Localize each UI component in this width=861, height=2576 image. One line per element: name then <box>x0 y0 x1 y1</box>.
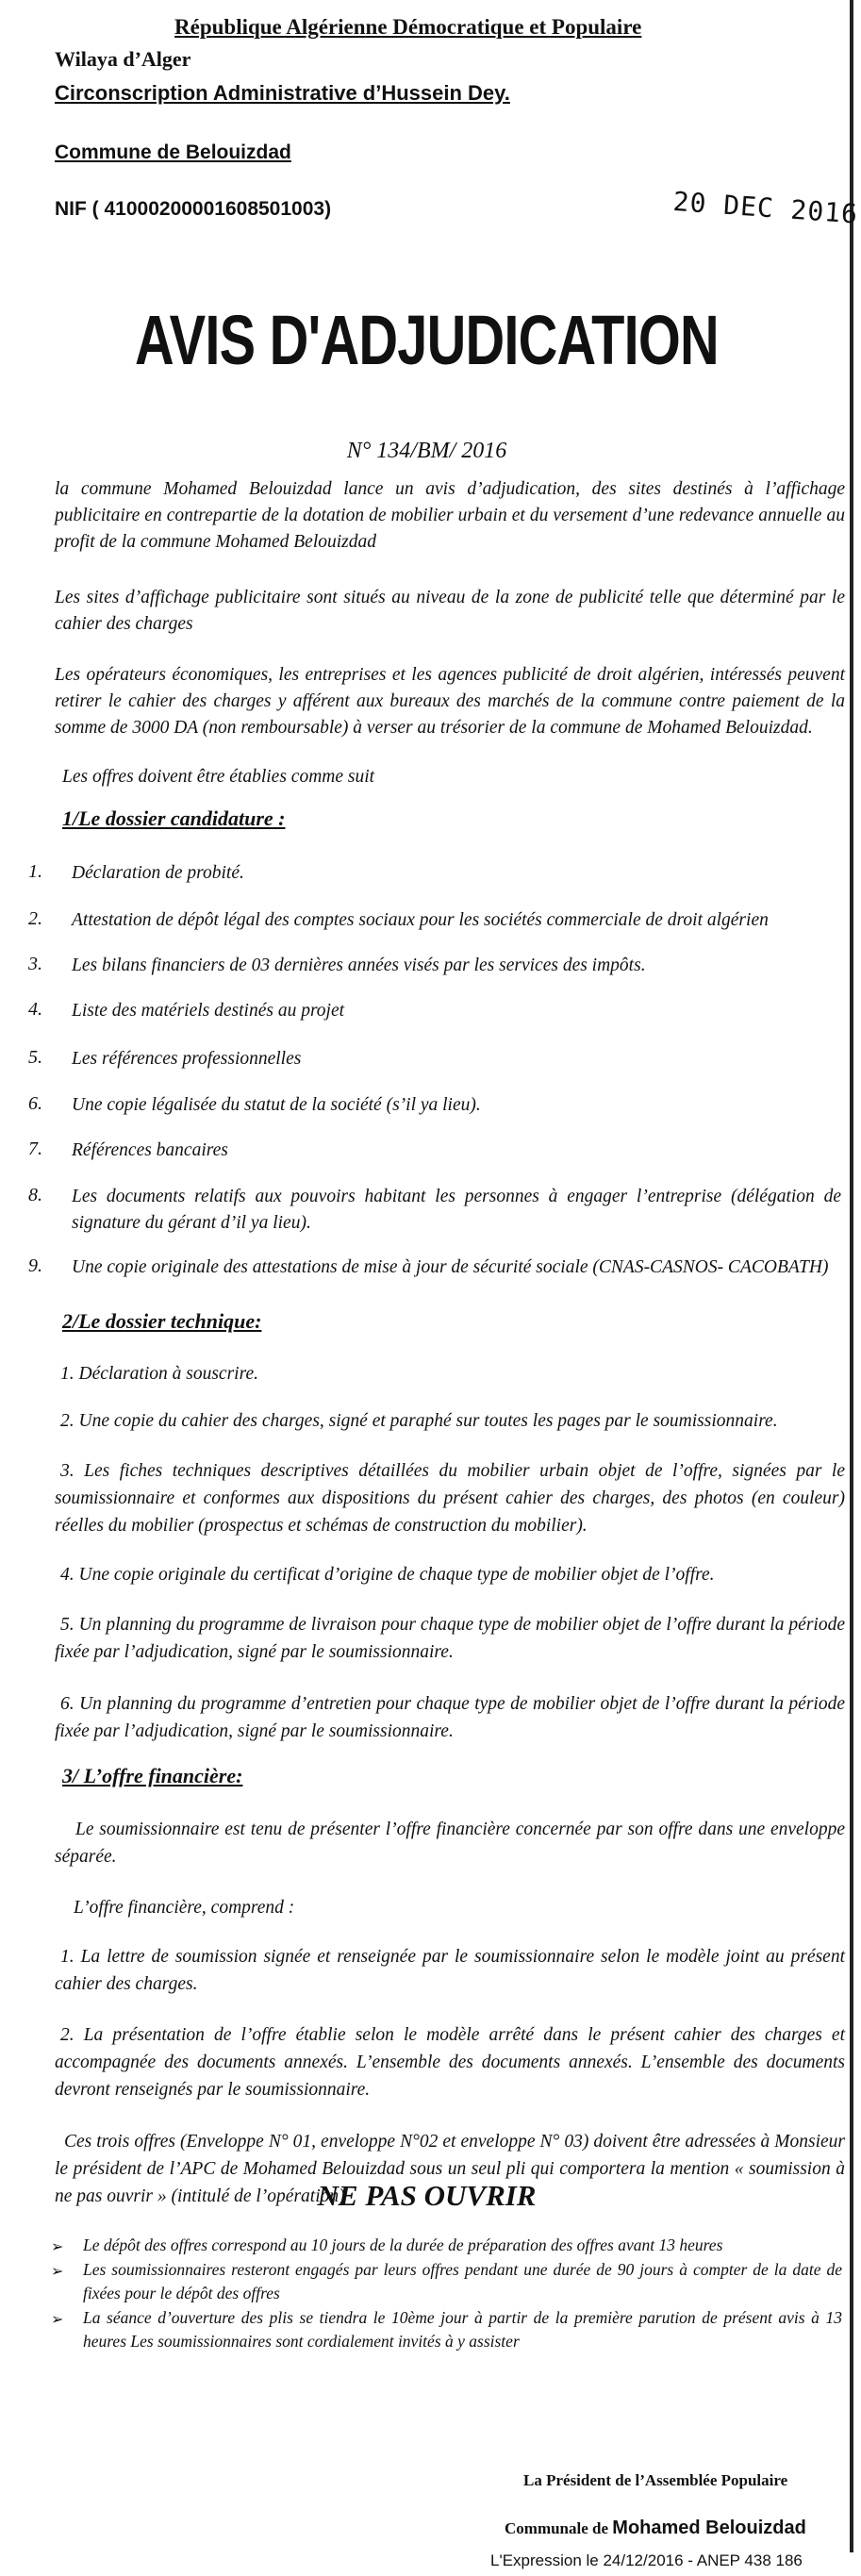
list-item: Attestation de dépôt légal des comptes sociaux pour les sociétés commerciale de droit algérien <box>72 910 769 930</box>
financial-intro: Le soumissionnaire est tenu de présenter l’offre financière concernée par son offre dans une enveloppe séparée. <box>55 1820 845 1867</box>
financial-comprend: L’offre financière, comprend : <box>74 1898 295 1918</box>
list-number: 3. <box>28 954 42 974</box>
section-heading-technique: 2/Le dossier technique: <box>62 1309 262 1333</box>
intro-paragraph: la commune Mohamed Belouizdad lance un avis d’adjudication, des sites destinés à l’affichage publicitaire en contrepartie de la dotation de mobilier urbain et du versement d’une redevance annuelle au profit de la commune Mohamed Belouizdad <box>55 479 845 552</box>
intro-paragraph: Les sites d’affichage publicitaire sont situés au niveau de la zone de publicité telle que déterminé par le cahier des charges <box>55 588 845 634</box>
list-item: Une copie légalisée du statut de la société (s’il ya lieu). <box>72 1095 481 1115</box>
list-item: 3. Les fiches techniques descriptives détaillées du mobilier urbain objet de l’offre, signées par le soumissionnaire et conformes aux dispositions du présent cahier des charges, des photos (en couleur) réelles du mobilier (prospectus et schémas de construction du mobilier). <box>55 1461 845 1536</box>
list-number: 8. <box>28 1185 42 1205</box>
section-heading-candidature: 1/Le dossier candidature : <box>62 806 286 830</box>
list-item: Déclaration de probité. <box>72 863 244 883</box>
signature-line-2 <box>505 2518 806 2539</box>
circonscription-heading: Circonscription Administrative d’Hussein Dey. <box>55 81 510 105</box>
list-number: 1. <box>28 861 42 882</box>
list-number: 6. <box>28 1093 42 1114</box>
list-item: 6. Un planning du programme d’entretien pour chaque type de mobilier objet de l’offre durant la période fixée par l’adjudication, signé par le soumissionnaire. <box>55 1694 845 1741</box>
arrow-bullet-icon: ➢ <box>51 2264 64 2280</box>
republic-heading: République Algérienne Démocratique et Populaire <box>174 15 642 39</box>
intro-paragraph: Les opérateurs économiques, les entreprises et les agences publicité de droit algérien, intéressés peuvent retirer le cahier des charges y afférent aux bureaux des marchés de la commune contre paiement de la somme de 3000 DA (non remboursable) à verser au trésorier de la commune de Mohamed Belouizdad. <box>55 665 845 738</box>
list-item: Une copie originale des attestations de mise à jour de sécurité sociale (CNAS-CASNOS- CACOBATH) <box>72 1257 829 1277</box>
arrow-bullet-icon: ➢ <box>51 2312 64 2328</box>
list-item: 1. La lettre de soumission signée et renseignée par le soumissionnaire selon le modèle joint au présent cahier des charges. <box>55 1947 845 1994</box>
list-item: Références bancaires <box>72 1140 228 1160</box>
list-item: 2. La présentation de l’offre établie selon le modèle arrêté dans le présent cahier des charges et accompagnée des documents annexés. L’ensemble des documents annexés. L’ensemble des documents devront renseignés par le soumissionnaire. <box>55 2025 845 2100</box>
list-item: 2. Une copie du cahier des charges, signé et paraphé sur toutes les pages par le soumissionnaire. <box>60 1411 778 1431</box>
envelopes-paragraph: Ces trois offres (Enveloppe N° 01, enveloppe N°02 et enveloppe N° 03) doivent être adressées à Monsieur le président de l’APC de Mohamed Belouizdad sous un seul pli qui comportera la mention « soumission à ne pas ouvrir » (intitulé de l’opération) <box>55 2132 845 2206</box>
list-item: 1. Déclaration à souscrire. <box>60 1364 258 1384</box>
signature-prefix: Communale de <box>505 2519 613 2537</box>
ne-pas-ouvrir-heading: NE PAS OUVRIR <box>317 2179 537 2212</box>
list-item: 4. Une copie originale du certificat d’origine de chaque type de mobilier objet de l’offre. <box>60 1565 715 1585</box>
list-number: 5. <box>28 1047 42 1068</box>
section-heading-financiere: 3/ L’offre financière: <box>62 1764 243 1787</box>
list-number: 9. <box>28 1255 42 1276</box>
bullet-item: Les soumissionnaires resteront engagés par leurs offres pendant une durée de 90 jours à compter de la date de fixées pour le dépôt des offres <box>83 2260 842 2302</box>
intro-paragraph: Les offres doivent être établies comme suit <box>62 767 375 787</box>
publication-footer: L'Expression le 24/12/2016 - ANEP 438 186 <box>490 2551 803 2569</box>
wilaya-heading: Wilaya d’Alger <box>55 47 191 71</box>
arrow-bullet-icon: ➢ <box>51 2239 64 2255</box>
list-item: 5. Un planning du programme de livraison pour chaque type de mobilier objet de l’offre durant la période fixée par l’adjudication, signé par le soumissionnaire. <box>55 1615 845 1662</box>
nif-number: NIF ( 41000200001608501003) <box>55 198 332 220</box>
list-item: Les bilans financiers de 03 dernières années visés par les services des impôts. <box>72 956 646 975</box>
list-number: 7. <box>28 1138 42 1159</box>
list-number: 4. <box>28 999 42 1020</box>
document-title: AVIS D'ADJUDICATION <box>135 301 719 379</box>
bullet-item: Le dépôt des offres correspond au 10 jours de la durée de préparation des offres avant 13 heures <box>83 2235 723 2254</box>
date-stamp: 20 DEC 2016 <box>671 186 859 230</box>
list-item: Les références professionnelles <box>72 1049 302 1069</box>
bullet-item: La séance d’ouverture des plis se tiendra le 10ème jour à partir de la première parution de présent avis à 13 heures Les soumissionnaires sont cordialement invités à y assister <box>83 2308 842 2351</box>
list-item: Les documents relatifs aux pouvoirs habitant les personnes à engager l’entreprise (délégation de signature du gérant d’il ya lieu). <box>72 1187 841 1233</box>
signature-name: Mohamed Belouizdad <box>612 2518 806 2538</box>
list-number: 2. <box>28 908 42 929</box>
signature-line-1: La Président de l’Assemblée Populaire <box>523 2471 788 2489</box>
commune-heading: Commune de Belouizdad <box>55 141 291 163</box>
reference-number: N° 134/BM/ 2016 <box>346 439 507 463</box>
list-item: Liste des matériels destinés au projet <box>72 1001 345 1021</box>
